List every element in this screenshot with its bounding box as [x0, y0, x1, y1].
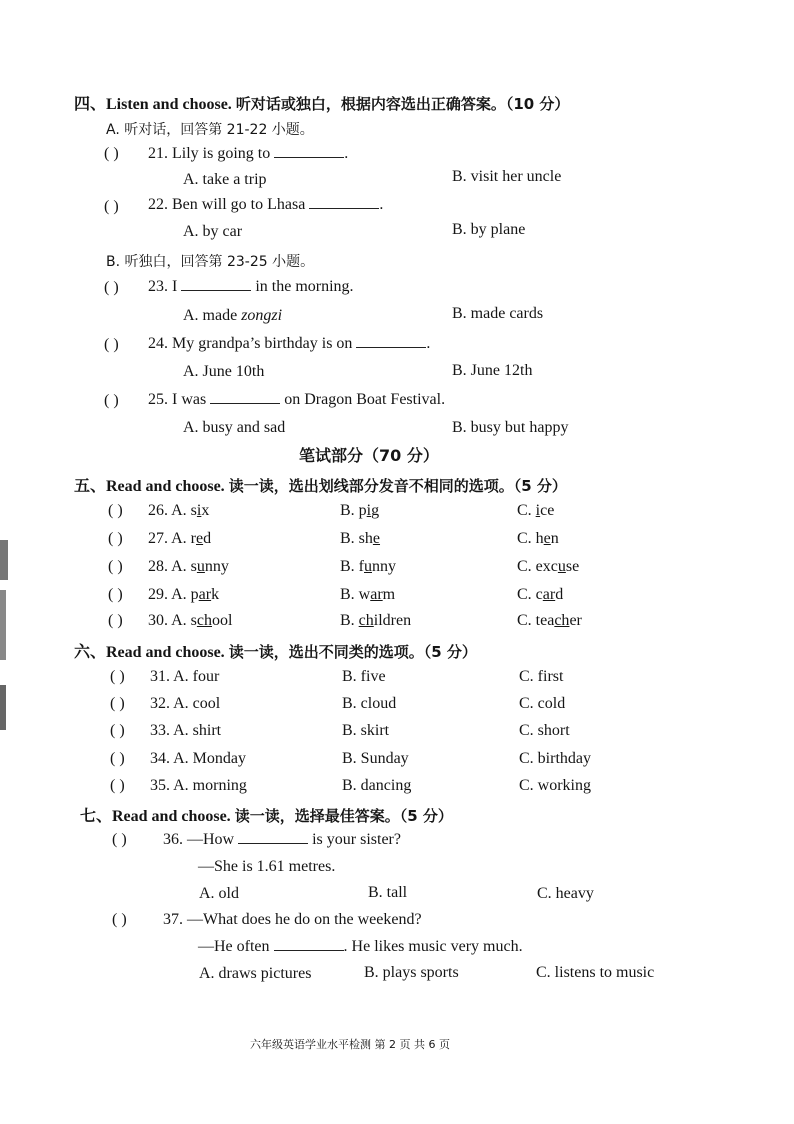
answer-paren[interactable]: ( )	[108, 612, 123, 629]
answer-blank[interactable]	[238, 831, 308, 844]
question-text: in the morning.	[255, 278, 354, 295]
option-b: B. tall	[368, 884, 408, 901]
option-text: A. made	[183, 307, 238, 324]
section-4-part-b: B. 听独白，回答第 23-25 小题。	[106, 254, 315, 270]
question-text: is your sister?	[312, 831, 401, 848]
underlined-letters: u	[196, 558, 205, 575]
question-36-line2: —She is 1.61 metres.	[198, 858, 336, 875]
option-c: C. heavy	[537, 885, 594, 902]
option-a: A. old	[199, 885, 239, 902]
written-part-title: 笔试部分（70 分）	[299, 446, 439, 465]
answer-paren[interactable]: ( )	[112, 911, 127, 928]
answer-paren[interactable]: ( )	[104, 336, 119, 353]
word-part: B. w	[340, 586, 371, 603]
option-b: B. busy but happy	[452, 419, 569, 436]
underlined-letters: ar	[542, 586, 556, 603]
option-a: A. June 10th	[183, 363, 265, 380]
word-part: m	[382, 586, 396, 603]
option-b: B. skirt	[342, 722, 390, 739]
option-a: A. draws pictures	[199, 965, 312, 982]
answer-blank[interactable]	[356, 335, 426, 348]
underlined-letters: i	[196, 502, 202, 519]
answer-blank[interactable]	[274, 938, 344, 951]
word-part: r	[190, 530, 196, 547]
option-a	[148, 530, 211, 548]
answer-paren[interactable]: ( )	[104, 392, 119, 409]
answer-blank[interactable]	[210, 391, 280, 404]
answer-paren[interactable]: ( )	[112, 831, 127, 848]
question-text: .	[344, 145, 349, 162]
question-text: .	[379, 196, 384, 213]
section-6-title-en: 六、Read and choose.	[74, 644, 225, 661]
answer-paren[interactable]: ( )	[110, 722, 125, 739]
answer-paren[interactable]: ( )	[104, 198, 119, 215]
answer-paren[interactable]: ( )	[108, 558, 123, 575]
word-part: x	[201, 502, 210, 519]
option-c: C. cold	[519, 695, 566, 712]
option-c	[517, 558, 579, 576]
word-part: nny	[204, 558, 229, 575]
underlined-letters: ch	[554, 612, 570, 629]
word-part: C. h	[517, 530, 544, 547]
answer-paren[interactable]: ( )	[110, 695, 125, 712]
option-a	[148, 612, 232, 630]
option-italic-word: zongzi	[241, 307, 283, 324]
word-part: nny	[372, 558, 396, 575]
word-part: s	[190, 612, 197, 629]
option-a: A. by car	[183, 223, 243, 240]
question-text: 24. My grandpa’s birthday is on	[148, 335, 353, 352]
section-7-title	[80, 803, 453, 826]
question-25	[148, 391, 445, 409]
question-text: 23. I	[148, 278, 178, 295]
section-7-title-cn: 读一读，选择最佳答案。（5 分）	[234, 807, 453, 825]
option-a: 35. A. morning	[150, 777, 247, 794]
section-6-title	[74, 639, 477, 662]
word-part: p	[190, 586, 199, 603]
option-b: B. visit her uncle	[452, 168, 562, 185]
option-b: B. plays sports	[364, 964, 459, 981]
section-4-part-a: A. 听对话，回答第 21-22 小题。	[106, 122, 314, 138]
question-37-line2	[198, 938, 523, 956]
section-6-title-cn: 读一读，选出不同类的选项。（5 分）	[228, 643, 477, 661]
section-7-title-en: 七、Read and choose.	[80, 808, 231, 825]
word-part: g	[371, 502, 380, 519]
section-4-title	[74, 91, 569, 114]
word-part: C. tea	[517, 612, 555, 629]
option-b	[340, 612, 411, 630]
answer-paren[interactable]: ( )	[110, 750, 125, 767]
option-c: C. birthday	[519, 750, 591, 767]
option-c: C. short	[519, 722, 570, 739]
word-part: C.	[517, 502, 536, 519]
answer-paren[interactable]: ( )	[108, 530, 123, 547]
option-c	[517, 586, 563, 604]
option-a: A. take a trip	[183, 171, 267, 188]
word-part: B. f	[340, 558, 364, 575]
option-b	[340, 558, 396, 576]
scan-edge-mark	[0, 685, 6, 730]
question-22	[148, 196, 383, 214]
underlined-letters: u	[364, 558, 372, 575]
scan-edge-mark	[0, 540, 8, 580]
option-b: B. cloud	[342, 695, 397, 712]
question-24	[148, 335, 430, 353]
question-text: .	[426, 335, 431, 352]
scan-edge-mark	[0, 590, 6, 660]
word-part: ce	[540, 502, 555, 519]
option-b	[340, 586, 395, 604]
answer-blank[interactable]	[181, 278, 251, 291]
section-4-title-en: 四、Listen and choose.	[74, 96, 232, 113]
question-23	[148, 278, 354, 296]
answer-blank[interactable]	[274, 145, 344, 158]
underlined-letters: u	[557, 558, 566, 575]
option-c: C. first	[519, 668, 564, 685]
question-text: —He often	[198, 938, 270, 955]
question-number: 26. A.	[148, 502, 187, 519]
answer-paren[interactable]: ( )	[104, 279, 119, 296]
question-text: . He likes music very much.	[343, 938, 523, 955]
word-part: s	[190, 502, 197, 519]
option-a: 31. A. four	[150, 668, 220, 685]
question-36	[163, 831, 401, 849]
option-c	[517, 502, 554, 520]
underlined-letters: e	[372, 530, 381, 547]
option-a	[148, 586, 219, 604]
question-number: 27. A.	[148, 530, 187, 547]
underlined-letters: i	[535, 502, 541, 519]
word-part: n	[550, 530, 559, 547]
option-b: B. five	[342, 668, 386, 685]
word-part: s	[190, 558, 197, 575]
word-part: B. sh	[340, 530, 373, 547]
option-a: 34. A. Monday	[150, 750, 246, 767]
word-part: ildren	[373, 612, 412, 629]
underlined-letters: ch	[196, 612, 213, 629]
answer-paren[interactable]: ( )	[110, 777, 125, 794]
word-part: C. exc	[517, 558, 558, 575]
underlined-letters: i	[366, 502, 372, 519]
answer-paren[interactable]: ( )	[110, 668, 125, 685]
answer-paren[interactable]: ( )	[108, 502, 123, 519]
question-number: 29. A.	[148, 586, 187, 603]
underlined-letters: e	[543, 530, 551, 547]
option-a	[148, 502, 209, 520]
question-text: 21. Lily is going to	[148, 145, 271, 162]
option-a: 33. A. shirt	[150, 722, 222, 739]
word-part: B.	[340, 612, 359, 629]
word-part: k	[211, 586, 220, 603]
word-part: d	[555, 586, 564, 603]
word-part: d	[203, 530, 212, 547]
word-part: C. c	[517, 586, 543, 603]
answer-paren[interactable]: ( )	[108, 586, 123, 603]
option-b: B. by plane	[452, 221, 526, 238]
option-c: C. listens to music	[536, 964, 655, 981]
question-text: on Dragon Boat Festival.	[284, 391, 446, 408]
option-a	[183, 307, 282, 325]
page-footer: 六年级英语学业水平检测 第 2 页 共 6 页	[250, 1038, 450, 1051]
question-number: 28. A.	[148, 558, 187, 575]
option-b: B. made cards	[452, 305, 544, 322]
option-a	[148, 558, 229, 576]
option-b	[340, 502, 379, 520]
section-4-title-cn: 听对话或独白，根据内容选出正确答案。（10 分）	[235, 95, 570, 113]
option-c	[517, 612, 582, 630]
question-21	[148, 145, 348, 163]
word-part: er	[569, 612, 582, 629]
question-text: 36. —How	[163, 831, 235, 848]
underlined-letters: e	[196, 530, 204, 547]
section-5-title-cn: 读一读，选出划线部分发音不相同的选项。（5 分）	[228, 477, 567, 495]
option-b: B. dancing	[342, 777, 412, 794]
option-c	[517, 530, 559, 548]
section-5-title	[74, 473, 567, 496]
word-part: se	[565, 558, 580, 575]
question-37: 37. —What does he do on the weekend?	[163, 911, 422, 928]
option-b: B. June 12th	[452, 362, 533, 379]
word-part: B. p	[340, 502, 367, 519]
option-a: A. busy and sad	[183, 419, 286, 436]
option-b: B. Sunday	[342, 750, 409, 767]
word-part: ool	[212, 612, 233, 629]
underlined-letters: ar	[198, 586, 212, 603]
option-b	[340, 530, 380, 548]
question-number: 30. A.	[148, 612, 187, 629]
option-c: C. working	[519, 777, 591, 794]
underlined-letters: ch	[358, 612, 374, 629]
underlined-letters: ar	[370, 586, 383, 603]
answer-blank[interactable]	[309, 196, 379, 209]
option-a: 32. A. cool	[150, 695, 221, 712]
question-text: 25. I was	[148, 391, 207, 408]
answer-paren[interactable]: ( )	[104, 145, 119, 162]
question-text: 22. Ben will go to Lhasa	[148, 196, 306, 213]
section-5-title-en: 五、Read and choose.	[74, 478, 225, 495]
